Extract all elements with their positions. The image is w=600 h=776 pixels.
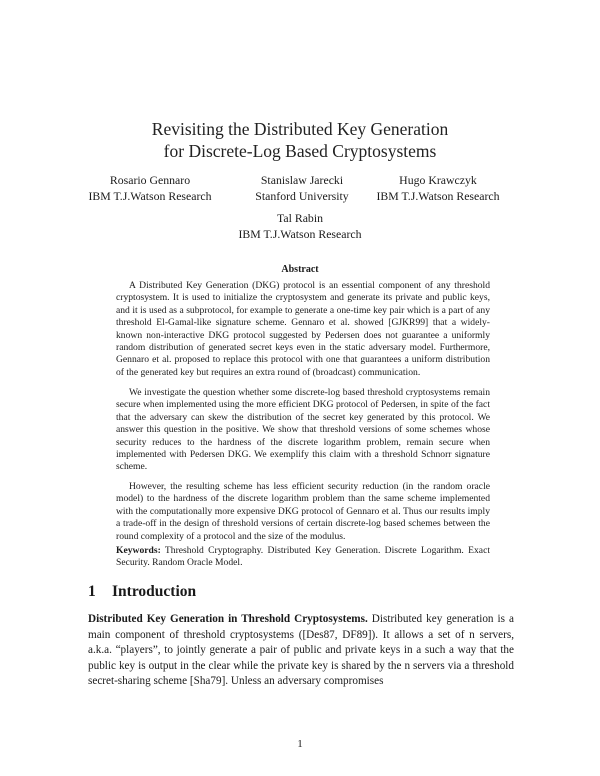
author-affiliation: IBM T.J.Watson Research (88, 188, 212, 203)
author-block (200, 211, 400, 242)
section-title: Introduction (112, 583, 197, 600)
author-affiliation: IBM T.J.Watson Research (238, 226, 362, 241)
title-line-1: Revisiting the Distributed Key Generation (151, 119, 449, 139)
section-number: 1 (88, 583, 96, 600)
author-name: Rosario Gennaro (109, 173, 191, 187)
intro-text: Distributed key generation is a main component of threshold cryptosystems ([Des87, DF89]). It allows a set of n servers, a.k.a. “players”, to jointly generate a pair of public and private keys in a such a way that the public key is output in the clear while the private key is shared by the n servers via a threshold secret-sharing scheme [Sha79]. Unless an adversary compromises (88, 613, 514, 688)
keywords-label: Keywords: (116, 545, 161, 556)
paper-title (0, 118, 600, 162)
author-name: Hugo Krawczyk (399, 173, 477, 187)
keywords-text: Threshold Cryptography. Distributed Key Generation. Discrete Logarithm. Exact Security. Random Oracle Model. (116, 545, 490, 569)
intro-paragraph (88, 612, 514, 690)
title-line-2: for Discrete-Log Based Cryptosystems (163, 141, 437, 161)
page-number: 1 (297, 738, 303, 750)
abstract-heading: Abstract (281, 264, 319, 275)
abstract-paragraph-1: A Distributed Key Generation (DKG) protocol is an essential component of any threshold cryptosystem. It is used to initialize the cryptosystem and generate its private and public keys, and it is used as a subprotocol, for example to generate a one-time key pair which is a part of any threshold El-Gamal-like signature scheme. Gennaro et al. showed [GJKR99] that a widely-known non-interactive DKG protocol suggested by Pedersen does not guarantee a uniformly random distribution of generated secret keys even in the static adversary model. Furthermore, Gennaro et al. proposed to replace this protocol with one that guarantees a uniform distribution of the generated key but requires an extra round of (broadcast) communication. (116, 280, 490, 378)
paragraph-heading: Distributed Key Generation in Threshold Cryptosystems. (88, 613, 368, 625)
keywords-line (116, 545, 490, 570)
author-name: Tal Rabin (276, 211, 324, 225)
section-heading (88, 583, 196, 601)
abstract-paragraph-3: However, the resulting scheme has less efficient security reduction (in the random oracle model) to the hardness of the discrete logarithm problem than the same scheme implemented with the computationally more expensive DKG protocol of Gennaro et al. Thus our results imply a trade-off in the design of threshold versions of certain discrete-log based schemes between the round complexity of a protocol and the size of the modulus. (116, 481, 490, 542)
author-affiliation: IBM T.J.Watson Research (376, 188, 500, 203)
abstract-paragraph-2: We investigate the question whether some discrete-log based threshold cryptosystems remain secure when implemented using the more efficient DKG protocol of Pedersen, in spite of the fact that the adversary can skew the distribution of the secret key generated by this protocol. We answer this question in the positive. We show that threshold versions of some schemes whose security reduces to the hardness of the discrete logarithm problem, remain secure when implemented with Pedersen DKG. We exemplify this claim with a threshold Schnorr signature scheme. (116, 387, 490, 473)
author-affiliation: Stanford University (255, 188, 349, 203)
author-block (338, 173, 538, 204)
author-name: Stanislaw Jarecki (260, 173, 344, 187)
